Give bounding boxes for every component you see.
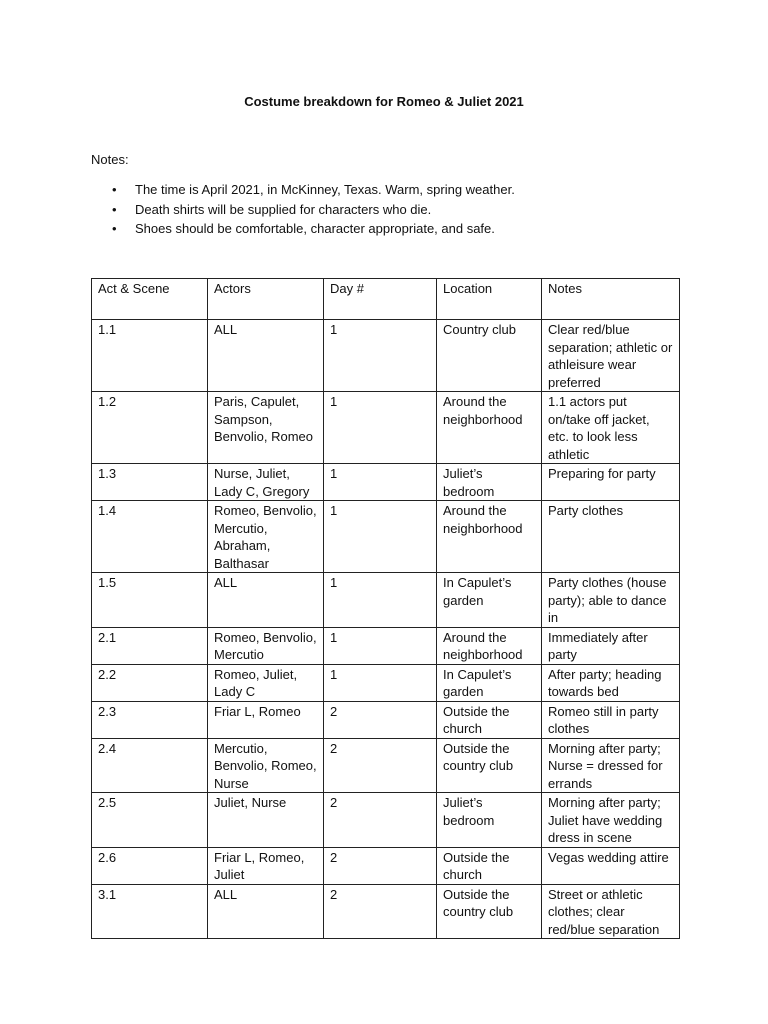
table-row — [92, 320, 680, 392]
cell-act-scene: 1.1 — [92, 320, 208, 392]
table-row — [92, 664, 680, 701]
cell-day: 2 — [324, 701, 437, 738]
note-item: • The time is April 2021, in McKinney, Texas. Warm, spring weather. — [91, 180, 515, 200]
note-item: • Shoes should be comfortable, character appropriate, and safe. — [91, 219, 515, 239]
cell-actors: Friar L, Romeo, Juliet — [208, 847, 324, 884]
cell-location: In Capulet’s garden — [437, 664, 542, 701]
column-header-actors: Actors — [208, 279, 324, 320]
cell-day: 1 — [324, 501, 437, 573]
document-title: Costume breakdown for Romeo & Juliet 2021 — [244, 94, 524, 109]
table-row — [92, 701, 680, 738]
cell-notes: Party clothes (house party); able to dance in — [542, 573, 680, 628]
cell-day: 1 — [324, 392, 437, 464]
table-row — [92, 627, 680, 664]
cell-actors: ALL — [208, 320, 324, 392]
table-row — [92, 738, 680, 793]
cell-notes: Morning after party; Nurse = dressed for errands — [542, 738, 680, 793]
table-row — [92, 573, 680, 628]
cell-day: 1 — [324, 573, 437, 628]
table-row — [92, 464, 680, 501]
cell-notes: Street or athletic clothes; clear red/blue separation — [542, 884, 680, 939]
cell-act-scene: 1.2 — [92, 392, 208, 464]
cell-location: Around the neighborhood — [437, 501, 542, 573]
cell-actors: Juliet, Nurse — [208, 793, 324, 848]
cell-actors: Nurse, Juliet, Lady C, Gregory — [208, 464, 324, 501]
column-header-notes: Notes — [542, 279, 680, 320]
notes-list — [91, 180, 515, 239]
cell-act-scene: 2.3 — [92, 701, 208, 738]
table-row — [92, 392, 680, 464]
cell-location: Outside the church — [437, 847, 542, 884]
cell-day: 2 — [324, 884, 437, 939]
cell-actors: Friar L, Romeo — [208, 701, 324, 738]
cell-notes: Preparing for party — [542, 464, 680, 501]
column-header-location: Location — [437, 279, 542, 320]
cell-actors: Romeo, Benvolio, Mercutio, Abraham, Balthasar — [208, 501, 324, 573]
cell-location: Outside the country club — [437, 884, 542, 939]
cell-day: 2 — [324, 793, 437, 848]
cell-day: 1 — [324, 627, 437, 664]
cell-location: Outside the church — [437, 701, 542, 738]
cell-location: Around the neighborhood — [437, 392, 542, 464]
cell-day: 1 — [324, 664, 437, 701]
cell-notes: Party clothes — [542, 501, 680, 573]
cell-act-scene: 2.4 — [92, 738, 208, 793]
cell-actors: Mercutio, Benvolio, Romeo, Nurse — [208, 738, 324, 793]
cell-act-scene: 2.5 — [92, 793, 208, 848]
cell-actors: Romeo, Juliet, Lady C — [208, 664, 324, 701]
costume-table — [91, 278, 680, 939]
cell-notes: Romeo still in party clothes — [542, 701, 680, 738]
table-row — [92, 793, 680, 848]
notes-label: Notes: — [91, 152, 129, 167]
note-item: • Death shirts will be supplied for characters who die. — [91, 200, 515, 220]
cell-location: In Capulet’s garden — [437, 573, 542, 628]
cell-actors: ALL — [208, 884, 324, 939]
table-header-row — [92, 279, 680, 320]
cell-act-scene: 1.4 — [92, 501, 208, 573]
cell-act-scene: 3.1 — [92, 884, 208, 939]
table-row — [92, 501, 680, 573]
cell-notes: Morning after party; Juliet have wedding dress in scene — [542, 793, 680, 848]
cell-day: 2 — [324, 847, 437, 884]
cell-notes: After party; heading towards bed — [542, 664, 680, 701]
cell-location: Juliet’s bedroom — [437, 464, 542, 501]
cell-act-scene: 2.6 — [92, 847, 208, 884]
cell-notes: Immediately after party — [542, 627, 680, 664]
cell-location: Outside the country club — [437, 738, 542, 793]
cell-act-scene: 2.1 — [92, 627, 208, 664]
cell-act-scene: 2.2 — [92, 664, 208, 701]
cell-actors: ALL — [208, 573, 324, 628]
cell-act-scene: 1.3 — [92, 464, 208, 501]
cell-actors: Paris, Capulet, Sampson, Benvolio, Romeo — [208, 392, 324, 464]
cell-notes: 1.1 actors put on/take off jacket, etc. to look less athletic — [542, 392, 680, 464]
cell-location: Juliet’s bedroom — [437, 793, 542, 848]
cell-location: Around the neighborhood — [437, 627, 542, 664]
cell-day: 1 — [324, 464, 437, 501]
cell-actors: Romeo, Benvolio, Mercutio — [208, 627, 324, 664]
cell-location: Country club — [437, 320, 542, 392]
table-row — [92, 884, 680, 939]
cell-notes: Clear red/blue separation; athletic or athleisure wear preferred — [542, 320, 680, 392]
column-header-day: Day # — [324, 279, 437, 320]
cell-act-scene: 1.5 — [92, 573, 208, 628]
cell-notes: Vegas wedding attire — [542, 847, 680, 884]
cell-day: 1 — [324, 320, 437, 392]
column-header-act-scene: Act & Scene — [92, 279, 208, 320]
cell-day: 2 — [324, 738, 437, 793]
table-row — [92, 847, 680, 884]
